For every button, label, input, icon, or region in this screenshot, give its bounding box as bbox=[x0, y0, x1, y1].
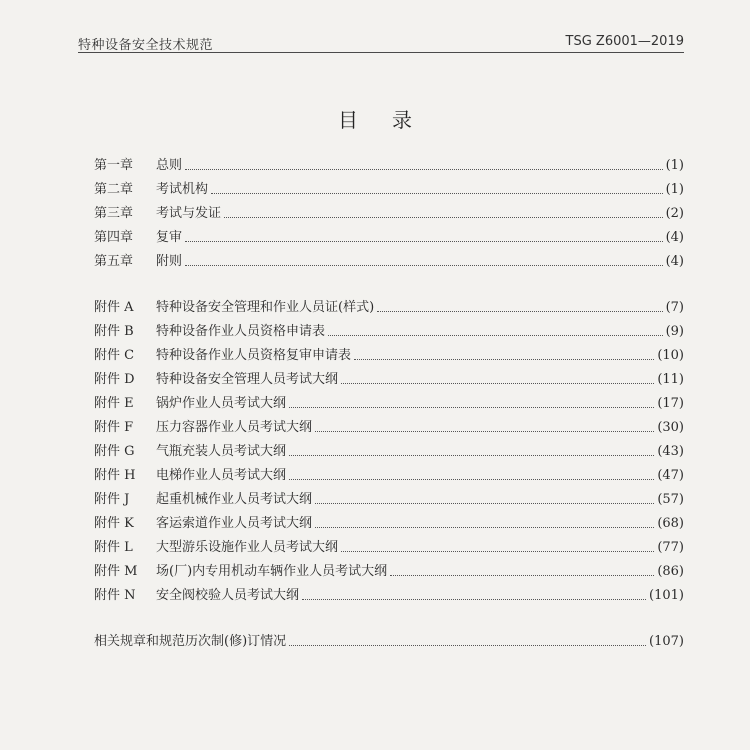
toc-entry-title: 总则 bbox=[156, 158, 183, 173]
toc-entry-page: (43) bbox=[657, 444, 684, 459]
toc-entry-label: 附件 A bbox=[94, 300, 134, 315]
toc-entry-appendix-l[interactable] bbox=[94, 536, 684, 556]
running-header bbox=[78, 30, 684, 53]
toc-entry-label: 附件 G bbox=[94, 444, 135, 459]
toc-entry-appendix-g[interactable] bbox=[94, 440, 684, 460]
dot-leader bbox=[341, 383, 654, 384]
toc-entry-title: 特种设备安全管理人员考试大纲 bbox=[156, 372, 339, 387]
toc-entry-page: (77) bbox=[657, 540, 684, 555]
toc-entry-title: 场(厂)内专用机动车辆作业人员考试大纲 bbox=[156, 564, 388, 579]
toc-entry-title: 附则 bbox=[156, 254, 183, 269]
toc-entry-page: (2) bbox=[665, 206, 684, 221]
toc-entry-page: (1) bbox=[665, 158, 684, 173]
toc-entry-page: (9) bbox=[665, 324, 684, 339]
toc-entry-page: (86) bbox=[657, 564, 684, 579]
toc-entry-label: 附件 L bbox=[94, 540, 133, 555]
toc-entry-revision-history[interactable] bbox=[94, 630, 684, 650]
toc-entry-title: 相关规章和规范历次制(修)订情况 bbox=[94, 634, 287, 649]
toc-entry-title: 安全阀校验人员考试大纲 bbox=[156, 588, 300, 603]
dot-leader bbox=[224, 217, 663, 218]
toc-entry-label: 附件 H bbox=[94, 468, 136, 483]
toc-entry-page: (11) bbox=[657, 372, 684, 387]
toc-entry-label: 附件 D bbox=[94, 372, 135, 387]
dot-leader bbox=[315, 431, 654, 432]
toc-entry-label: 附件 C bbox=[94, 348, 135, 363]
dot-leader bbox=[315, 503, 654, 504]
toc-entry-label: 附件 N bbox=[94, 588, 136, 603]
toc-entry-label: 第四章 bbox=[94, 230, 134, 245]
toc-entry-appendix-c[interactable] bbox=[94, 344, 684, 364]
dot-leader bbox=[289, 479, 654, 480]
toc-entry-appendix-e[interactable] bbox=[94, 392, 684, 412]
toc-entry-title: 大型游乐设施作业人员考试大纲 bbox=[156, 540, 339, 555]
toc-entry-page: (101) bbox=[649, 588, 684, 603]
toc-entry-page: (68) bbox=[657, 516, 684, 531]
dot-leader bbox=[289, 407, 654, 408]
dot-leader bbox=[377, 311, 662, 312]
header-title: 特种设备安全技术规范 bbox=[78, 38, 214, 53]
toc-entry-appendix-k[interactable] bbox=[94, 512, 684, 532]
toc-entry-page: (30) bbox=[657, 420, 684, 435]
toc-entry-page: (57) bbox=[657, 492, 684, 507]
toc-entry-chapter-5[interactable] bbox=[94, 250, 684, 270]
toc-entry-appendix-m[interactable] bbox=[94, 560, 684, 580]
dot-leader bbox=[302, 599, 646, 600]
dot-leader bbox=[390, 575, 654, 576]
toc-entry-appendix-a[interactable] bbox=[94, 296, 684, 316]
toc-entry-title: 起重机械作业人员考试大纲 bbox=[156, 492, 313, 507]
dot-leader bbox=[185, 241, 663, 242]
toc-entry-chapter-1[interactable] bbox=[94, 154, 684, 174]
toc-entry-page: (47) bbox=[657, 468, 684, 483]
toc-entry-page: (107) bbox=[649, 634, 684, 649]
toc-entry-title: 特种设备安全管理和作业人员证(样式) bbox=[156, 300, 375, 315]
toc-entry-page: (4) bbox=[665, 254, 684, 269]
toc-entry-title: 客运索道作业人员考试大纲 bbox=[156, 516, 313, 531]
toc-entry-label: 附件 F bbox=[94, 420, 134, 435]
toc-entry-title: 特种设备作业人员资格申请表 bbox=[156, 324, 326, 339]
toc-entry-label: 附件 E bbox=[94, 396, 134, 411]
toc-entry-appendix-d[interactable] bbox=[94, 368, 684, 388]
dot-leader bbox=[341, 551, 654, 552]
header-standard-code: TSG Z6001—2019 bbox=[565, 34, 684, 49]
toc-entry-page: (17) bbox=[657, 396, 684, 411]
toc-entry-label: 附件 M bbox=[94, 564, 138, 579]
toc-entry-page: (10) bbox=[657, 348, 684, 363]
toc-entry-label: 第三章 bbox=[94, 206, 134, 221]
dot-leader bbox=[185, 169, 663, 170]
toc-entry-title: 锅炉作业人员考试大纲 bbox=[156, 396, 287, 411]
toc-entry-label: 第一章 bbox=[94, 158, 134, 173]
toc-entry-appendix-n[interactable] bbox=[94, 584, 684, 604]
dot-leader bbox=[211, 193, 663, 194]
dot-leader bbox=[185, 265, 663, 266]
toc-entry-label: 附件 B bbox=[94, 324, 134, 339]
toc-entry-label: 附件 J bbox=[94, 492, 130, 507]
toc-entry-page: (7) bbox=[665, 300, 684, 315]
toc-entry-title: 压力容器作业人员考试大纲 bbox=[156, 420, 313, 435]
toc-entry-page: (4) bbox=[665, 230, 684, 245]
toc-entry-appendix-f[interactable] bbox=[94, 416, 684, 436]
dot-leader bbox=[289, 455, 654, 456]
toc-entry-title: 复审 bbox=[156, 230, 183, 245]
toc-entry-appendix-h[interactable] bbox=[94, 464, 684, 484]
toc-entry-title: 考试与发证 bbox=[156, 206, 222, 221]
toc-entry-appendix-b[interactable] bbox=[94, 320, 684, 340]
dot-leader bbox=[328, 335, 663, 336]
toc-entry-label: 第五章 bbox=[94, 254, 134, 269]
toc-entry-appendix-j[interactable] bbox=[94, 488, 684, 508]
toc-entry-title: 气瓶充装人员考试大纲 bbox=[156, 444, 287, 459]
toc-entry-title: 特种设备作业人员资格复审申请表 bbox=[156, 348, 352, 363]
toc-entry-title: 电梯作业人员考试大纲 bbox=[156, 468, 287, 483]
dot-leader bbox=[354, 359, 654, 360]
toc-title: 目录 bbox=[338, 108, 446, 132]
toc-entry-label: 附件 K bbox=[94, 516, 134, 531]
toc-entry-page: (1) bbox=[665, 182, 684, 197]
toc-entry-chapter-3[interactable] bbox=[94, 202, 684, 222]
toc-entry-label: 第二章 bbox=[94, 182, 134, 197]
toc-entry-chapter-2[interactable] bbox=[94, 178, 684, 198]
dot-leader bbox=[315, 527, 654, 528]
toc-entry-chapter-4[interactable] bbox=[94, 226, 684, 246]
toc-entry-title: 考试机构 bbox=[156, 182, 209, 197]
dot-leader bbox=[289, 645, 646, 646]
